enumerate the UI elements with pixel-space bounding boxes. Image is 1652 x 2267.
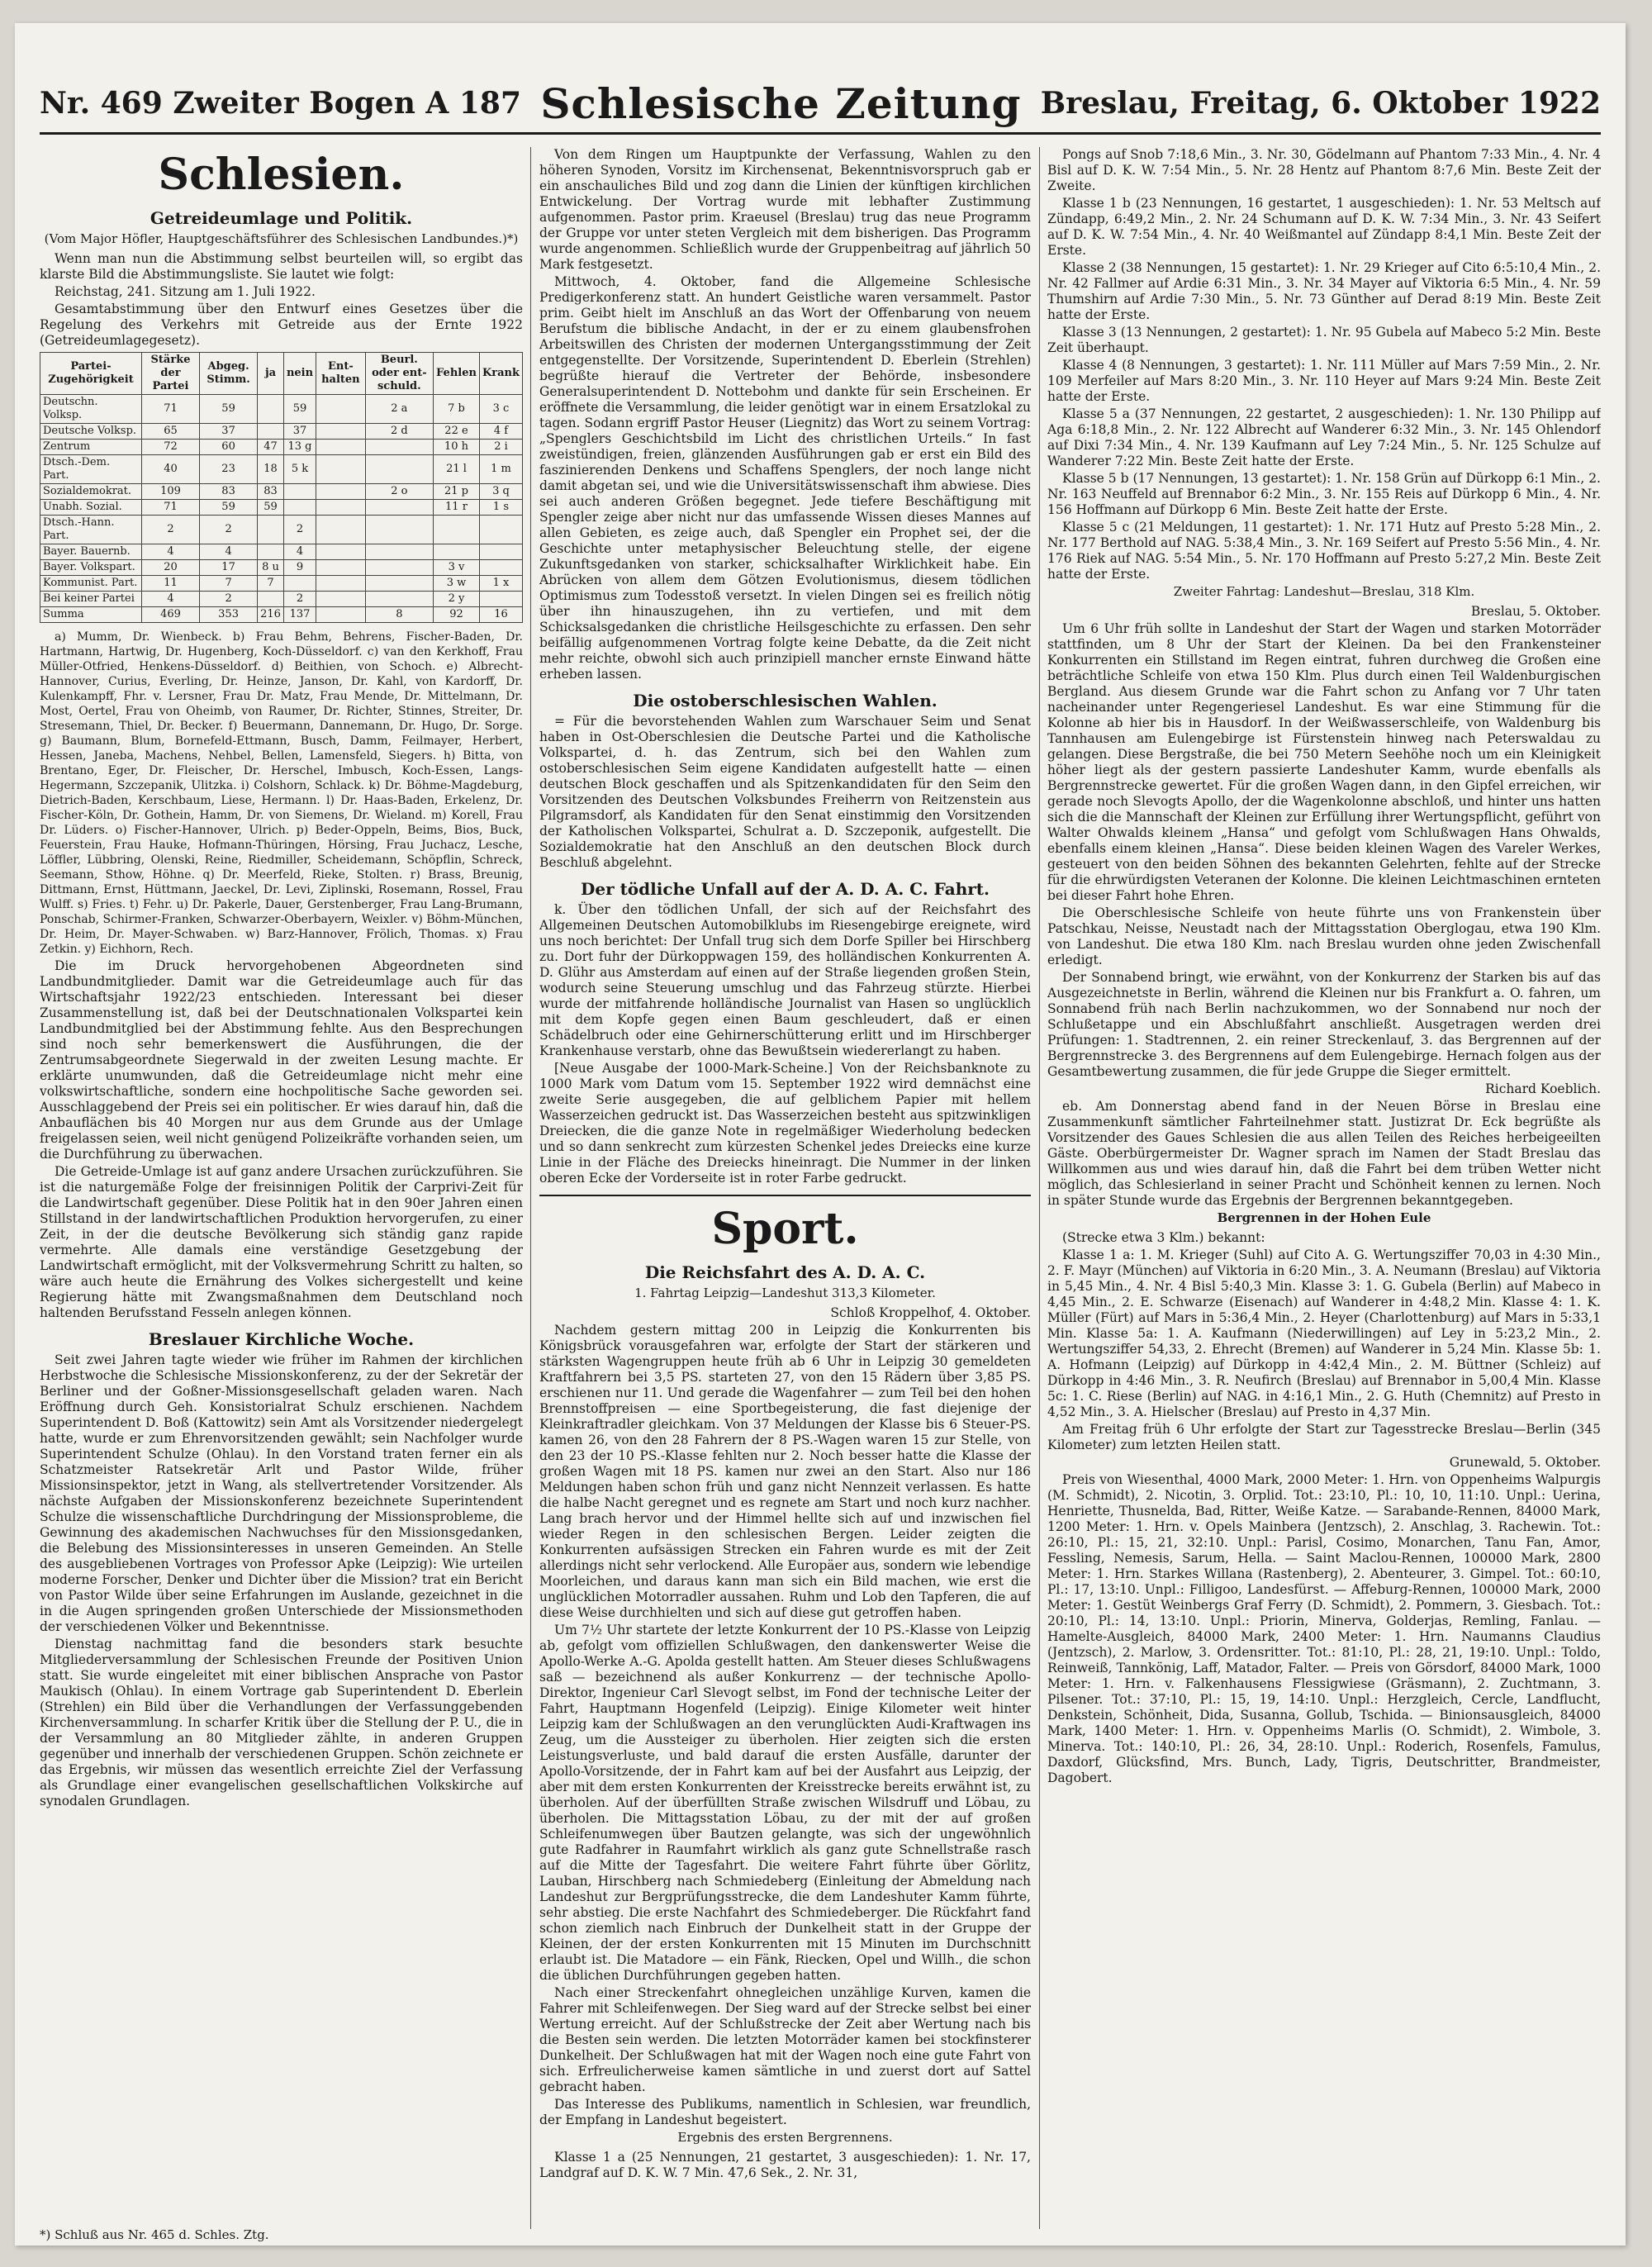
table-cell: Zentrum xyxy=(40,440,142,455)
paragraph: Am Freitag früh 6 Uhr erfolgte der Start zur Tagesstrecke Breslau—Berlin (345 Kilometer) zum letzten Heilen statt. xyxy=(1047,1422,1601,1452)
table-cell: 16 xyxy=(479,607,522,623)
table-cell: 7 xyxy=(200,576,258,592)
table-cell xyxy=(316,607,366,623)
article-subtitle: 1. Fahrtag Leipzig—Landeshut 313,3 Kilometer. xyxy=(634,1286,936,1300)
table-cell: 10 h xyxy=(434,440,480,455)
article-title: Die ostoberschlesischen Wahlen. xyxy=(633,691,938,711)
paragraph: Reichstag, 241. Sitzung am 1. Juli 1922. xyxy=(55,284,316,299)
table-cell: 11 r xyxy=(434,500,480,516)
table-cell xyxy=(283,576,316,592)
table-cell: 47 xyxy=(258,440,284,455)
newspaper-page xyxy=(15,23,1626,2246)
paragraph: Klasse 3 (13 Nennungen, 2 gestartet): 1. Nr. 95 Gubela auf Mabeco 5:2 Min. Beste Zeit überhaupt. xyxy=(1047,325,1601,355)
table-cell: 216 xyxy=(258,607,284,623)
table-cell xyxy=(258,544,284,560)
table-cell: 2 a xyxy=(365,395,433,424)
table-cell xyxy=(365,500,433,516)
table-row xyxy=(40,592,523,607)
table-cell xyxy=(316,484,366,500)
table-cell xyxy=(479,544,522,560)
paragraph: eb. Am Donnerstag abend fand in der Neuen Börse in Breslau eine Zusammenkunft sämtlicher Fahrteilnehmer statt. Justizrat Dr. Eck begrüßte als Vorsitzender des Gaues Schlesien die aus allen Teilen des Reiches herbeigeeilten Gäste. Oberbürgermeister Dr. Wagner sprach im Namen der Stadt Breslau das Willkommen aus und wies darauf hin, daß die Fahrt bei dem trüben Wetter nicht möglich, das Schlesierland in seiner Pracht und Schönheit kennen zu lernen. Noch in später Stunde wurde das Ergebnis der Bergrennen bekanntgegeben. xyxy=(1047,1099,1601,1208)
table-cell xyxy=(316,516,366,544)
table-cell: 71 xyxy=(141,395,199,424)
result-heading: Ergebnis des ersten Bergrennens. xyxy=(677,2130,893,2145)
paragraph: Klasse 2 (38 Nennungen, 15 gestartet): 1. Nr. 29 Krieger auf Cito 6:5:10,4 Min., 2. Nr. 42 Fallmer auf Ardie 6:31 Min., 3. Nr. 34 Mayer auf Viktoria 6:5 Min., 4. Nr. 59 Thumshirn auf Ardie 7:30 Min., 5. Nr. 73 Günther auf Derad 8:19 Min. Beste Zeit hatte der Erste. xyxy=(1047,260,1601,322)
table-cell: 8 xyxy=(365,607,433,623)
table-cell: 2 xyxy=(200,592,258,607)
paragraph: Klasse 5 c (21 Meldungen, 11 gestartet): 1. Nr. 171 Hutz auf Presto 5:28 Min., 2. Nr. 177 Berthold auf NAG. 5:38,4 Min., 3. Nr. 169 Seifert auf Presto 5:56 Min., 4. Nr. 176 Riek auf NAG. 5:54 Min., 5. Nr. 170 Hoffmann auf Presto 5:27,2 Min. Beste Zeit hatte der Erste. xyxy=(1047,520,1601,582)
table-cell: 20 xyxy=(141,560,199,576)
paragraph: Von dem Ringen um Hauptpunkte der Verfassung, Wahlen zu den höheren Synoden, Vorsitz im Kirchensenat, Bekenntnisvorspruch gab er ein anschauliches Bild und zog dann die Linien der künftigen kirchlichen Entwickelung. Der Vortrag wurde mit lebhafter Zustimmung aufgenommen. Pastor prim. Kraeusel (Breslau) trug das neue Programm der Gruppe vor unter steten Vergleich mit dem bisherigen. Das Programm wurde angenommen. Schließlich wurde der Gruppenbeitrag auf jährlich 50 Mark festgesetzt. xyxy=(539,147,1031,272)
divider xyxy=(539,1195,1031,1196)
table-cell: Kommunist. Part. xyxy=(40,576,142,592)
table-cell: 4 xyxy=(283,544,316,560)
table-cell xyxy=(365,544,433,560)
table-cell xyxy=(365,576,433,592)
table-cell: Deutsche Volksp. xyxy=(40,424,142,440)
paragraph: Die Oberschlesische Schleife von heute führte uns von Frankenstein über Patschkau, Neisse, Neustadt nach der Mittagsstation Oberglogau, etwa 190 Klm. von Landeshut. Die etwa 180 Klm. nach Breslau wurden ohne jeden Zwischenfall erledigt. xyxy=(1047,905,1601,967)
paragraph: Die im Druck hervorgehobenen Abgeordneten sind Landbundmitglieder. Damit war die Getreideumlage auch für das Wirtschaftsjahr 1922/23 entschieden. Interessant bei dieser Zusammenstellung ist, daß bei der Deutschnationalen Volkspartei kein Landbundmitglied bei der Abstimmung fehlte. Aus den Besprechungen sind noch sehr bemerkenswert die Ausführungen, die der Zentrumsabgeordnete Siegerwald in der zweiten Lesung machte. Er erklärte unumwunden, daß die Getreideumlage nicht mehr eine volkswirtschaftliche, sondern eine hochpolitische Sache geworden sei. Ausschlaggebend der Preis sei ein politischer. Er wies darauf hin, daß die Anbauflächen bis 40 Morgen nur aus dem Grunde aus der Umlage freigelassen seien, weil nicht genügend Polizeikräfte vorhanden seien, um die Durchführung zu überwachen. xyxy=(40,958,523,1162)
paragraph: Das Interesse des Publikums, namentlich in Schlesien, war freundlich, der Empfang in Landeshut begeistert. xyxy=(539,2097,1031,2127)
column-1 xyxy=(40,147,523,2229)
section-heading: Schlesien. xyxy=(158,150,405,200)
table-cell xyxy=(316,592,366,607)
table-cell: Dtsch.-Dem. Part. xyxy=(40,455,142,484)
table-cell: 71 xyxy=(141,500,199,516)
table-cell: Sozialdemokrat. xyxy=(40,484,142,500)
table-cell: 92 xyxy=(434,607,480,623)
table-cell xyxy=(365,516,433,544)
column-2 xyxy=(539,147,1031,2229)
paragraph: Gesamtabstimmung über den Entwurf eines Gesetzes über die Regelung des Verkehrs mit Getreide aus der Ernte 1922 (Getreideumlagegesetz). xyxy=(40,302,523,348)
table-header-cell: nein xyxy=(283,353,316,395)
table-cell: 5 k xyxy=(283,455,316,484)
table-row xyxy=(40,607,523,623)
table-cell: Summa xyxy=(40,607,142,623)
column-3 xyxy=(1047,147,1601,2229)
table-cell xyxy=(316,560,366,576)
table-cell: 37 xyxy=(283,424,316,440)
table-cell xyxy=(258,424,284,440)
table-cell: 83 xyxy=(258,484,284,500)
table-row xyxy=(40,500,523,516)
table-cell: 3 w xyxy=(434,576,480,592)
footnote: *) Schluß aus Nr. 465 d. Schles. Ztg. xyxy=(40,2227,269,2242)
paragraph: Um 6 Uhr früh sollte in Landeshut der Start der Wagen und starken Motorräder stattfinden, um 8 Uhr der Start der Kleinen. Da bei den Frankensteiner Konkurrenten ein Stillstand im Regen eintrat, fuhren durchweg die Großen eine beträchtliche Schleife von etwa 150 Klm. Plus durch einen Teil Waldenburgischen Bergland. Aus diesem Grunde war die Fahrt schon zu Anfang vor 7 Uhr taten nacheinander unter Regengeriesel Landeshut. Es war eine Stimmung für die Kolonne ab hier bis in Hausdorf. In der Weißwasserschleife, von Waldenburg bis Tannhausen am Eulengebirge ist Fürstenstein hinweg nach Peterswaldau zu gelangen. Diese Bergstraße, die bei 750 Metern Seehöhe noch um ein Kleinigkeit höher liegt als der gestern passierte Landeshuter Kamm, wurde ebenfalls als Bergrennstrecke gewertet. Für die großen Wagen dann, in den Gipfel erreichen, wir gerade noch Slevogts Apollo, der die Wagenkolonne abschloß, und hinter uns hatten sich die die Mannschaft der Kleinen zur Erfüllung ihrer Wertungspflicht, geführt von Walter Ohwalds kleinem „Hansa“ und gefolgt vom Schlußwagen Hans Ohwalds, ebenfalls einem kleinen „Hansa“. Diese beiden kleinen Wagen des Vareler Werkes, gesteuert von den beiden Söhnen des bekannten Gelehrten, fehlte auf der Strecke für die ehrwürdigsten Veteranen der Kolonne. Die kleinen Leichtmaschinen ernteten bei dieser Fahrt hohe Ehren. xyxy=(1047,621,1601,903)
newspaper-title: Schlesische Zeitung xyxy=(540,78,1022,128)
table-row xyxy=(40,484,523,500)
table-row xyxy=(40,440,523,455)
table-cell xyxy=(365,455,433,484)
table-row xyxy=(40,455,523,484)
table-header-cell: Partei-Zugehörigkeit xyxy=(40,353,142,395)
table-cell: 9 xyxy=(283,560,316,576)
paragraph: Preis von Wiesenthal, 4000 Mark, 2000 Meter: 1. Hrn. von Oppenheims Walpurgis (M. Schmidt), 2. Nicotin, 3. Orplid. Tot.: 23:10, Pl.: 10, 10, 11:10. Unpl.: Uerina, Henriette, Thusnelda, Bad, Ritter, Weiße Katze. — Sarabande-Rennen, 84000 Mark, 1200 Meter: 1. Hrn. v. Opels Mainbera (Jentzsch), 2. Anschlag, 3. Rachewin. Tot.: 26:10, Pl.: 15, 21, 32:10. Unpl.: Parisl, Cosimo, Monarchen, Tanu Fan, Amor, Fessling, Nemesis, Sarum, Hella. — Saint Maclou-Rennen, 100000 Mark, 2800 Meter: 1. Hrn. Starkes Willana (Rastenberg), 2. Abenteurer, 3. Gimpel. Tot.: 60:10, Pl.: 17, 13:10. Unpl.: Filligoo, Landesfürst. — Affeburg-Rennen, 100000 Mark, 2000 Meter: 1. Gestüt Weinbergs Graf Ferry (D. Schmidt), 2. Pommern, 3. Giesbach. Tot.: 20:10, Pl.: 14, 13:10. Unpl.: Priorin, Minerva, Golderjas, Remling, Fanlau. — Hamelte-Ausgleich, 84000 Mark, 2400 Meter: 1. Hrn. Naumanns Claudius (Jentzsch), 2. Marlow, 3. Ordensritter. Tot.: 81:10, Pl.: 28, 21, 19:10. Unpl.: Toldo, Reinweiß, Tannkönig, Laff, Matador, Falter. — Preis von Görsdorf, 84000 Mark, 1000 Meter: 1. Hrn. v. Falkenhausens Flessigwiese (Gräsmann), 2. Zuchtmann, 3. Pilsener. Tot.: 37:10, Pl.: 15, 19, 14:10. Unpl.: Herzgleich, Cercle, Landflucht, Denkstein, Schönheit, Dida, Susanna, Gollub, Tschida. — Binionsausgleich, 84000 Mark, 1400 Meter: 1. Hrn. v. Oppenheims Marlis (O. Schmidt), 2. Wimbole, 3. Minerva. Tot.: 140:10, Pl.: 26, 34, 28:10. Unpl.: Roderich, Rosenfels, Famulus, Daxdorf, Glücksfind, Mrs. Bunch, Lady, Tigris, Deutschritter, Brandmeister, Dagobert. xyxy=(1047,1472,1601,1785)
table-cell: 72 xyxy=(141,440,199,455)
table-cell xyxy=(316,424,366,440)
table-cell: 4 xyxy=(141,544,199,560)
table-cell: 109 xyxy=(141,484,199,500)
table-cell: 59 xyxy=(283,395,316,424)
table-cell: Deutschn. Volksp. xyxy=(40,395,142,424)
table-cell: Bei keiner Partei xyxy=(40,592,142,607)
paragraph: Wenn man nun die Abstimmung selbst beurteilen will, so ergibt das klarste Bild die Abstimmungsliste. Sie lautet wie folgt: xyxy=(40,251,523,282)
paragraph: Klasse 5 a (37 Nennungen, 22 gestartet, 2 ausgeschieden): 1. Nr. 130 Philipp auf Aga 6:18,8 Min., 2. Nr. 122 Albrecht auf Wanderer 6:32 Min., 3. Nr. 145 Ohlendorf auf Dixi 7:34 Min., 4. Nr. 139 Kaufmann auf Ley 7:24 Min., 5. Nr. 125 Schulze auf Wanderer 7:22 Min. Beste Zeit hatte der Erste. xyxy=(1047,406,1601,468)
table-cell: 17 xyxy=(200,560,258,576)
table-cell xyxy=(434,544,480,560)
table-cell: 59 xyxy=(200,500,258,516)
paragraph: Um 7½ Uhr startete der letzte Konkurrent der 10 PS.-Klasse von Leipzig ab, gefolgt vom offiziellen Schlußwagen, den dankenswerter Weise die Apollo-Werke A.-G. Apolda gestellt hatten. Am Steuer dieses Schlußwagens saß — bezeichnend als außer Konkurrenz — der technische Apollo-Direktor, Ingenieur Carl Slevogt selbst, im Fond der technische Leiter der Fahrt, Hauptmann Hogenfeld (Leipzig). Einige Kilometer weit hinter Leipzig kam der Schlußwagen an den verunglückten Audi-Kraftwagen ins Zeug, um die Aussteiger zu überholen. Hier zeigten sich die ersten Leistungsverluste, und bald darauf die ersten Ausfälle, darunter der Apollo-Vorsitzende, der in Fahrt kam auf bei der Ausfahrt aus Leipzig, der aber mit dem ersten Konkurrenten der Kreisstrecke bereits erwähnt ist, zu überholen. Auf der überfüllten Straße zwischen Wilsdruff und Löbau, zu überholen. Die Mittagsstation Löbau, zu der mit der auf großen Schleifenumwegen über Bautzen gelangte, was sich der ungewöhnlich gute Radfahrer in Raumfahrt wirklich als ganz gute Schnellstraße rasch auf die Mitte der Tagesfahrt. Die weitere Fahrt führte über Görlitz, Lauban, Hirschberg nach Schmiedeberg (Einleitung der Abmeldung nach Landeshut zur Bergprüfungsstrecke, die dem Landeshuter Kamm führte, sehr abstieg. Die erste Nachfahrt des Schmiedeberger. Die Rückfahrt fand schon ziemlich nach Einbruch der Dunkelheit statt in der Gruppe der Kleinen, der der ersten Konkurrenten mit 15 Minuten im Durchschnitt erlaubt ist. Die Matadore — ein Fänk, Riecken, Opel und Willh., die schon die üblichen Durchführungen gegeben hatten. xyxy=(539,1623,1031,1983)
paragraph: Die Getreide-Umlage ist auf ganz andere Ursachen zurückzuführen. Sie ist die naturgemäße Folge der freisinnigen Politik der Carprivi-Zeit für die Landwirtschaft gegenüber. Diese Politik hat in den 90er Jahren einen Stillstand in der landwirtschaftlichen Produktion hervorgerufen, zu einer Zeit, in der die deutsche Bevölkerung sich ständig ganz rapide vermehrte. Alle damals eine verständige Gesetzgebung der Landwirtschaft ermöglicht, mit der Volksvermehrung Schritt zu halten, so wäre auch heute die Ernährung des Volkes sichergestellt und keine Regierung hätte mit Zwangsmaßnahmen dem Deutschland noch haltenden Berufsstand Fesseln anlegen können. xyxy=(40,1164,523,1320)
paragraph: Klasse 1 a: 1. M. Krieger (Suhl) auf Cito A. G. Wertungsziffer 70,03 in 4:30 Min., 2. F. Mayr (München) auf Viktoria in 6:20 Min., 3. A. Neumann (Breslau) auf Viktoria in 5,45 Min., 4. Nr. 4 Bisl 5:40,3 Min. Klasse 3: 1. G. Gubela (Berlin) auf Mabeco in 4,45 Min., 2. E. Schwarze (Eisenach) auf Wanderer in 4:48,2 Min. Klasse 4: 1. K. Müller (Fürt) auf Mars in 5:36,4 Min., 2. Heyer (Charlottenburg) auf Mars in 5:33,1 Min. Klasse 5a: 1. A. Kaufmann (Niederwillingen) auf Ley in 5:23,2 Min., 2. Wertungsziffer 54,33, 2. Ehrecht (Bremen) auf Wanderer in 5,24 Min. Klasse 5b: 1. A. Hofmann (Leipzig) auf Dürkopp in 4:42,4 Min., 2. M. Büttner (Schleiz) auf Dürkopp in 4:46 Min., 3. R. Neufirch (Breslau) auf Brennabor in 5,00,4 Min. Klasse 5c: 1. C. Riese (Berlin) auf NAG. in 4:16,1 Min., 2. G. Huth (Chemnitz) auf Presto in 4,52 Min., 3. A. Hielscher (Breslau) auf Presto in 4,37 Min. xyxy=(1047,1248,1601,1419)
article-byline: (Vom Major Höfler, Hauptgeschäftsführer des Schlesischen Landbundes.)*) xyxy=(44,231,519,246)
table-header-cell: Krank xyxy=(479,353,522,395)
table-cell xyxy=(316,455,366,484)
table-cell: 3 v xyxy=(434,560,480,576)
table-cell xyxy=(479,592,522,607)
section-heading: Sport. xyxy=(711,1204,859,1254)
table-cell: 23 xyxy=(200,455,258,484)
table-cell: 21 l xyxy=(434,455,480,484)
paragraph: Nach einer Streckenfahrt ohnegleichen unzählige Kurven, kamen die Fahrer mit Schleifenwegen. Der Sieg ward auf der Strecke selbst bei einer Wertung erreicht. Auf der Schlußstrecke der Zeit aber Wertung nach bis die Besten sein werden. Die letzten Motorräder kamen bei stockfinsterer Dunkelheit. Der Schlußwagen hat mit der Wagen noch eine gute Fahrt von sich. Erfreulicherweise kamen sämtliche in und zuerst dort auf Sattel gebracht haben. xyxy=(539,1985,1031,2094)
table-cell: 4 xyxy=(200,544,258,560)
article-title: Breslauer Kirchliche Woche. xyxy=(148,1329,415,1349)
table-cell: 4 xyxy=(141,592,199,607)
table-cell xyxy=(316,440,366,455)
table-cell: 2 xyxy=(283,516,316,544)
table-cell: 83 xyxy=(200,484,258,500)
table-cell xyxy=(365,560,433,576)
article-title: Der tödliche Unfall auf der A. D. A. C. Fahrt. xyxy=(581,879,990,899)
table-cell xyxy=(316,500,366,516)
dateline-text: Breslau, 5. Oktober. xyxy=(1470,604,1601,619)
table-cell: 65 xyxy=(141,424,199,440)
table-row xyxy=(40,516,523,544)
table-cell: 353 xyxy=(200,607,258,623)
table-cell: 2 xyxy=(200,516,258,544)
table-header-cell: Beurl. oder ent-schuld. xyxy=(365,353,433,395)
table-cell xyxy=(365,440,433,455)
article-subtitle: Bergrennen in der Hohen Eule xyxy=(1217,1210,1431,1225)
table-cell: 1 m xyxy=(479,455,522,484)
table-cell: Bayer. Volkspart. xyxy=(40,560,142,576)
dateline-text: Schloß Kroppelhof, 4. Oktober. xyxy=(830,1305,1031,1320)
article-title: Getreideumlage und Politik. xyxy=(150,208,413,228)
table-cell xyxy=(479,516,522,544)
table-cell: 22 e xyxy=(434,424,480,440)
table-cell: 60 xyxy=(200,440,258,455)
paragraph: Klasse 1 b (23 Nennungen, 16 gestartet, 1 ausgeschieden): 1. Nr. 53 Meltsch auf Zündapp, 6:49,2 Min., 2. Nr. 24 Schumann auf D. K. W. 7:34 Min., 3. Nr. 43 Seifert auf D. K. W. 7:54 Min., 4. Nr. 40 Weißmantel auf Zündapp 8:4,1 Min. Beste Zeit der Erste. xyxy=(1047,196,1601,258)
table-cell xyxy=(434,516,480,544)
paragraph: Klasse 5 b (17 Nennungen, 13 gestartet): 1. Nr. 158 Grün auf Dürkopp 6:1 Min., 2. Nr. 163 Neuffeld auf Brennabor 6:2 Min., 3. Nr. 155 Reis auf Dürkopp 6 Min., 4. Nr. 156 Hoffmann auf Dürkopp 6 Min. Beste Zeit hatte der Erste. xyxy=(1047,471,1601,517)
column-rule xyxy=(1039,147,1040,2229)
paragraph: Pongs auf Snob 7:18,6 Min., 3. Nr. 30, Gödelmann auf Phantom 7:33 Min., 4. Nr. 4 Bisl auf D. K. W. 7:54 Min., 5. Nr. 28 Hentz auf Phantom 8:7,6 Min. Beste Zeit der Zweite. xyxy=(1047,147,1601,193)
table-cell xyxy=(316,576,366,592)
table-cell: 3 c xyxy=(479,395,522,424)
table-cell: 37 xyxy=(200,424,258,440)
table-cell: 2 y xyxy=(434,592,480,607)
author: Richard Koeblich. xyxy=(1485,1081,1601,1096)
table-cell: 7 xyxy=(258,576,284,592)
paragraph: Seit zwei Jahren tagte wieder wie früher im Rahmen der kirchlichen Herbstwoche die Schlesische Missionskonferenz, zu der der Sekretär der Berliner und der Goßner-Missionsgesellschaft geladen waren. Nach Eröffnung durch Geh. Konsistorialrat Schulz erschienen. Nachdem Superintendent D. Boß (Kattowitz) sein Amt als Vorsitzender niedergelegt hatte, wurde er zum Ehrenvorsitzenden gewählt; sein Nachfolger wurde Superintendent Schulze (Ohlau). In den Vorstand traten ferner ein als Schatzmeister Ratsekretär Arlt und Pastor Wilde, früher Missionsinspektor, jetzt in Wang, als stellvertretender Vorsitzender. Als nächste Aufgaben der Missionskonferenz bezeichnete Superintendent Schulze die wissenschaftliche Durchdringung der Missionsprobleme, die Gewinnung des akademischen Nachwuchses für den Missionsgedanken, die Belebung des Missionsinteresses in unseren Gemeinden. An Stelle des ausgebliebenen Vortrages von Professor Apke (Leipzig): Wie urteilen moderne Forscher, Denker und Dichter über die Mission? trat ein Bericht von Pastor Wilde über seine Erfahrungen im Auslande, gezeichnet in die in die Augen springenden großen Unterschiede der Missionsmethoden der verschiedenen Völker und Bekenntnisse. xyxy=(40,1352,523,1634)
table-cell: Dtsch.-Hann. Part. xyxy=(40,516,142,544)
table-cell: 8 u xyxy=(258,560,284,576)
table-cell: 59 xyxy=(258,500,284,516)
table-cell xyxy=(316,544,366,560)
table-cell xyxy=(316,395,366,424)
table-cell: 7 b xyxy=(434,395,480,424)
table-cell: 2 d xyxy=(365,424,433,440)
table-cell: 137 xyxy=(283,607,316,623)
dateline-text: Grunewald, 5. Oktober. xyxy=(1449,1455,1601,1470)
table-cell: 4 f xyxy=(479,424,522,440)
table-cell xyxy=(258,395,284,424)
table-cell xyxy=(479,560,522,576)
table-row xyxy=(40,395,523,424)
table-row xyxy=(40,576,523,592)
issue-number: Nr. 469 Zweiter Bogen A 187 xyxy=(40,86,522,121)
article-subtitle: Zweiter Fahrtag: Landeshut—Breslau, 318 Klm. xyxy=(1173,584,1475,599)
vote-table xyxy=(40,352,523,623)
table-cell: Unabh. Sozial. xyxy=(40,500,142,516)
paragraph: Klasse 4 (8 Nennungen, 3 gestartet): 1. Nr. 111 Müller auf Mars 7:59 Min., 2. Nr. 109 Merfeiler auf Mars 8:20 Min., 3. Nr. 110 Heyer auf Mars 9:24 Min. Beste Zeit hatte der Erste. xyxy=(1047,358,1601,404)
column-rule xyxy=(530,147,531,2229)
table-header-cell: Abgeg. Stimm. xyxy=(200,353,258,395)
table-cell xyxy=(283,500,316,516)
paragraph: Mittwoch, 4. Oktober, fand die Allgemeine Schlesische Predigerkonferenz statt. An hundert Geistliche waren versammelt. Pastor prim. Geibt hielt im Anschluß an das Wort der Offenbarung von neuem Berufstum die biblische Andacht, in der er zu einem glaubensfrohen Arbeitswillen des Christen der modernen Untergangsstimmung der Zeit entgegenstellte. Der Vorsitzende, Superintendent D. Eberlein (Strehlen) begrüßte hierauf die Vertreter der Behörde, insbesondere Generalsuperintendent D. Nottebohm und dankte für sein Erscheinen. Er eröffnete die Versammlung, die leider genötigt war in einem Ersatzlokal zu tagen. Sodann ergriff Pastor Heuser (Liegnitz) das Wort zu seinem Vortrag: „Spenglers Geschichtsbild im Licht des christlichen Urteils.“ In fast zweistündigen, freien, glänzenden Ausführungen gab er erst ein Bild des faszinierenden Denkens und Schaffens Spenglers, der noch lange nicht damit abgetan sei, und wie die Universitätswissenschaft ihm abwiese. Dies sei auch anderen Größen begegnet. Jede tiefere Beschäftigung mit Spengler zeige aber nicht nur das umfassende Wissen dieses Mannes auf allen Gebieten, es zeige auch, daß Spengler ein Prophet sei, der die Geschichte unter metaphysischer Beleuchtung stelle, der eigene Zukunftsgedanken von starker, schicksalhafter Wirklichkeit habe. Ein Abrücken von allem dem Götzen Evolutionismus, diesem tödlichen Optimismus zum Todesstoß versetzt. In vielen Dingen sei es freilich nötig über ihn hinauszugehen, ihn zu vertiefen, und mit dem Schicksalsgedanken die christliche Heilsgeschichte zu erfassen. Den sehr beifällig aufgenommenen Vortrag folgte keine Debatte, da die Zeit nicht mehr reichte, obwohl sich auch prinzipiell mancher ernste Einwand hätte erheben lassen. xyxy=(539,274,1031,682)
masthead xyxy=(40,74,1601,135)
paragraph: [Neue Ausgabe der 1000-Mark-Scheine.] Von der Reichsbanknote zu 1000 Mark vom Datum vom 15. September 1922 wird demnächst eine zweite Serie ausgegeben, die auf gelblichem Papier mit hellem Wasserzeichen gedruckt ist. Das Wasserzeichen besteht aus spitzwinkligen Dreiecken, die die ganze Note in regelmäßiger Wiederholung bedecken und so dann senkrecht zum kürzesten Schenkel jedes Dreiecks eine kurze Linie in der Fläche des Dreiecks hineinragt. Die Nummer in der linken oberen Ecke der Vorderseite ist in roter Farbe gedruckt. xyxy=(539,1061,1031,1186)
table-cell: 59 xyxy=(200,395,258,424)
table-cell: 18 xyxy=(258,455,284,484)
table-row xyxy=(40,560,523,576)
paragraph: k. Über den tödlichen Unfall, der sich auf der Reichsfahrt des Allgemeinen Deutschen Automobilklubs im Riesengebirge ereignete, wird uns noch berichtet: Der Unfall trug sich dem Dorfe Spiller bei Hirschberg zu. Dort fuhr der Dürkoppwagen 159, des holländischen Konkurrenten A. D. Glühr aus Amsterdam auf einen auf der Straße liegenden großen Stein, wodurch seine Steuerung umschlug und das Fahrzeug stürzte. Hierbei wurde der mitfahrende holländische Journalist van Hasen so unglücklich mit dem Kopfe gegen einen Baum geschleudert, daß er einen Schädelbruch oder eine Gehirnerschütterung erlitt und im Hirschberger Krankenhause verstarb, ohne das Bewußtsein wiedererlangt zu haben. xyxy=(539,902,1031,1058)
name-list: a) Mumm, Dr. Wienbeck. b) Frau Behm, Behrens, Fischer-Baden, Dr. Hartmann, Hartwig, Dr. Hugenberg, Koch-Düsseldorf. c) van den Kerkhoff, Frau Müller-Otfried, Henkens-Düsseldorf. d) Beithien, von Schoch. e) Albrecht-Hannover, Curius, Everling, Dr. Heinze, Janson, Dr. Kahl, von Kardorff, Dr. Kulenkampff, Fhr. v. Lersner, Frau Dr. Matz, Frau Mende, Dr. Mittelmann, Dr. Most, Oertel, Frau von Oheimb, von Raumer, Dr. Richter, Stinnes, Streiter, Dr. Stresemann, Thiel, Dr. Becker. f) Beuermann, Dannemann, Dr. Hugo, Dr. Sorge. g) Baumann, Blum, Bornefeld-Ettmann, Busch, Damm, Feilmayer, Herbert, Hessen, Janeba, Machens, Nehbel, Bellen, Lamensfeld, Siegers. h) Bitta, von Brentano, Eger, Dr. Fleischer, Dr. Herschel, Imbusch, Koch-Essen, Langs-Hegermann, Szczepanik, Ulitzka. i) Colshorn, Schlack. k) Dr. Böhme-Magdeburg, Dietrich-Baden, Kerschbaum, Liese, Hermann. l) Dr. Haas-Baden, Erkelenz, Dr. Fischer-Köln, Dr. Gothein, Hamm, Dr. von Siemens, Dr. Wieland. m) Korell, Frau Dr. Lüders. o) Fischer-Hannover, Ulrich. p) Beder-Oppeln, Beims, Bios, Buck, Feuerstein, Frau Hauke, Hofmann-Thüringen, Hörsing, Frau Juchacz, Lesche, Löffler, Lübbring, Olenski, Reine, Riedmiller, Scheidemann, Schöpflin, Schreck, Seemann, Sthow, Höhne. q) Dr. Meerfeld, Rieke, Stolten. r) Brass, Breunig, Dittmann, Ernst, Hüttmann, Jaeckel, Dr. Levi, Ziplinski, Rosemann, Rossel, Frau Wulff. s) Fries. t) Fehr. u) Dr. Pakerle, Dauer, Gerstenberger, Frau Lang-Brumann, Ponschab, Schirmer-Franken, Schwarzer-Oberbayern, Weixler. v) Böhm-München, Dr. Heim, Dr. Mayer-Schwaben. w) Barz-Hannover, Frölich, Thomas. x) Frau Zetkin. y) Eichhorn, Rech. xyxy=(40,630,523,956)
table-cell: Bayer. Bauernb. xyxy=(40,544,142,560)
paragraph: Der Sonnabend bringt, wie erwähnt, von der Konkurrenz der Starken bis auf das Ausgezeichnetste in Berlin, während die Kleinen nur bis Frankfurt a. O. fahren, um Sonnabend früh nach Berlin nachzukommen, wo der Sonnabend nur noch der Schlußetappe und ein Abschlußfahrt anschließt. Ausgetragen werden drei Prüfungen: 1. Stadtrennen, 2. ein reiner Streckenlauf, 3. das Bergrennen auf der Bergrennstrecke 3. des Bergrennens auf dem Eulengebirge. Hernach folgen aus der Gesamtbewertung zusammen, die für jede Gruppe die Sieger ermittelt. xyxy=(1047,970,1601,1079)
table-row xyxy=(40,544,523,560)
table-cell: 2 xyxy=(283,592,316,607)
table-cell: 3 q xyxy=(479,484,522,500)
table-cell: 469 xyxy=(141,607,199,623)
table-header-cell: Ent-halten xyxy=(316,353,366,395)
table-header-cell: Stärke der Partei xyxy=(141,353,199,395)
table-cell: 21 p xyxy=(434,484,480,500)
paragraph: Nachdem gestern mittag 200 in Leipzig die Konkurrenten bis Königsbrück vorausgefahren war, erfolgte der Start der stärkeren und stärksten Wagengruppen heute früh ab 6 Uhr in Leipzig 30 gemeldeten Kraftfahrern bei 3,5 PS. starteten 27, von den 15 Rädern über 3,85 PS. erschienen nur 11. Und gerade die Wagenfahrer — zum Teil bei den hohen Brennstoffpreisen — eine Sportbegeisterung, die fast diejenige der Kleinkraftradler gleichkam. Von 37 Meldungen der Klasse bis 6 Steuer-PS. kamen 26, von den 28 Fahrern der 8 PS.-Wagen waren 15 zur Stelle, von den 23 der 10 PS.-Klasse fehlten nur 2. Noch besser hatte die Klasse der großen Wagen mit 18 PS. kamen nur zwei an den Start. Also nur 186 Meldungen haben schon früh und ganz nicht Nennzeit verlassen. Es hatte die halbe Nacht geregnet und es regnete am Start und noch kurz nachher. Lang brach hervor und der Himmel hellte sich auf und inzwischen fiel wieder Regen in den schlesischen Bergen. Leider zeigten die Konkurrenten aufsässigen Strecken ein Fahren wurde es mit der Zeit allerdings nicht sehr verlockend. Alle Europäer aus, sondern wie lebendige Moorleichen, und daraus kann man sich ein Bild machen, wie erst die unglücklichen Motorradler aussahen. Ruhm und Lob den Tapferen, die auf diese Weise durchhielten und sich auf diese gut getroffen haben. xyxy=(539,1323,1031,1620)
table-cell: 1 s xyxy=(479,500,522,516)
article-title: Die Reichsfahrt des A. D. A. C. xyxy=(644,1262,926,1282)
table-cell xyxy=(283,484,316,500)
table-cell: 2 o xyxy=(365,484,433,500)
paragraph: = Für die bevorstehenden Wahlen zum Warschauer Seim und Senat haben in Ost-Oberschlesien die Deutsche Partei und die Katholische Volkspartei, d. h. das Zentrum, sich bei den Wahlen zum ostoberschlesischen Seim eigene Kandidaten aufgestellt hatte — einen deutschen Block geschaffen und als Spitzenkandidaten für den Seim den Vorsitzenden des Deutschen Volksbundes Freiherrn von Reitzenstein aus Pilgramsdorf, als Kandidaten für den Senat einstimmig den Vorsitzenden der Katholischen Volkspartei, Schulrat a. D. Szczeponik, aufgestellt. Die Sozialdemokratie hat den Anschluß an den deutschen Block durch Beschluß abgelehnt. xyxy=(539,714,1031,870)
table-row xyxy=(40,424,523,440)
table-cell: 40 xyxy=(141,455,199,484)
table-cell: 1 x xyxy=(479,576,522,592)
paragraph: Dienstag nachmittag fand die besonders stark besuchte Mitgliederversammlung der Schlesischen Freunde der Positiven Union statt. Sie wurde eingeleitet mit einer biblischen Ansprache von Pastor Maukisch (Ohlau). In einem Vortrage gab Superintendent D. Eberlein (Strehlen) ein Bild über die Verhandlungen der Verfassunggebenden Kirchenversammlung. In scharfer Kritik über die Stellung der P. U., die in der Versammlung an 80 Mitglieder zählte, in anderen Gruppen gegenüber und innerhalb der verschiedenen Gruppen. Schön zeichnete er das Ergebnis, wir müssen das wesentlich erreichte Ziel der Verfassung als Grundlage einer evangelischen gesellschaftlichen Volkskirche auf synodalen Grundlagen. xyxy=(40,1637,523,1808)
table-cell: 13 g xyxy=(283,440,316,455)
table-cell: 11 xyxy=(141,576,199,592)
dateline: Breslau, Freitag, 6. Oktober 1922 xyxy=(1040,86,1601,121)
paragraph: Klasse 1 a (25 Nennungen, 21 gestartet, 3 ausgeschieden): 1. Nr. 17, Landgraf auf D. K. W. 7 Min. 47,6 Sek., 2. Nr. 31, xyxy=(539,2150,1031,2180)
table-cell: 2 i xyxy=(479,440,522,455)
table-cell xyxy=(258,516,284,544)
table-cell: 2 xyxy=(141,516,199,544)
table-header-cell: Fehlen xyxy=(434,353,480,395)
paragraph: (Strecke etwa 3 Klm.) bekannt: xyxy=(1062,1230,1265,1245)
table-cell xyxy=(365,592,433,607)
table-header-cell: ja xyxy=(258,353,284,395)
table-cell xyxy=(258,592,284,607)
